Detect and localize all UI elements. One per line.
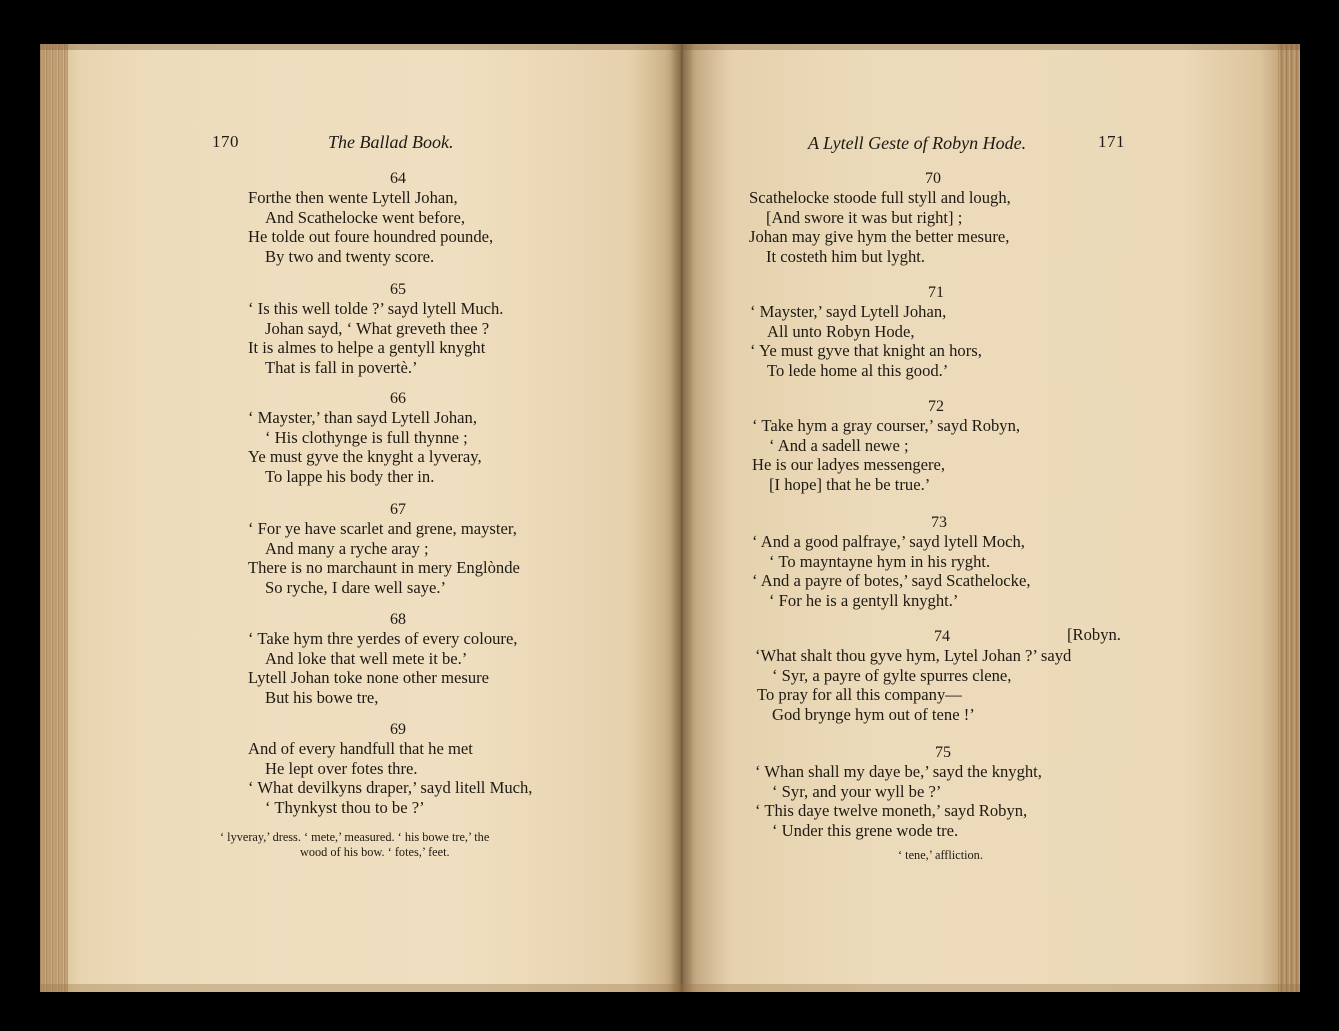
stanza-number: 71: [928, 284, 944, 301]
verse-line: ‘ Is this well tolde ?’ sayd lytell Much.: [248, 299, 504, 318]
verse-line: ‘ Take hym a gray courser,’ sayd Robyn,: [752, 416, 1021, 435]
verse-line: ‘ Under this grene wode tre.: [772, 820, 959, 840]
verse-line: ‘ And a payre of botes,’ sayd Scathelocke,: [752, 571, 1031, 591]
verse-line: And loke that well mete it be.’: [265, 648, 468, 668]
bottom-edge-right: [680, 984, 1300, 992]
verse-line: It is almes to helpe a gentyll knyght: [248, 338, 486, 358]
stanza-64: [248, 170, 548, 266]
stanza-73: [752, 514, 1122, 610]
verse-line: ‘ What devilkyns draper,’ sayd litell Much,: [248, 778, 533, 798]
footnote-line: ‘ lyveray,’ dress. ‘ mete,’ measured. ‘ his bowe tre,’ the: [220, 830, 490, 844]
verse-line: And many a ryche aray ;: [265, 538, 429, 558]
verse-line: ‘What shalt thou gyve hym, Lytel Johan ?’ sayd: [755, 646, 1072, 665]
stanza-number: 75: [935, 744, 951, 761]
verse-line: To pray for all this company—: [757, 685, 962, 705]
verse-line: It costeth him but lyght.: [766, 246, 926, 266]
verse-line: He lept over fotes thre.: [265, 758, 418, 778]
top-edge: [40, 44, 1300, 50]
footnote-line: wood of his bow. ‘ fotes,’ feet.: [300, 845, 450, 859]
verse-line: To lede home al this good.’: [767, 360, 949, 380]
verse-line: ‘ Ye must gyve that knight an hors,: [750, 341, 982, 361]
verse-line: ‘ And a sadell newe ;: [769, 435, 909, 455]
open-book: [40, 44, 1300, 992]
stanza-number: 68: [390, 611, 406, 628]
verse-line: So ryche, I dare well saye.’: [265, 577, 447, 597]
verse-line: [And swore it was but right] ;: [766, 207, 963, 227]
right-footnote: ‘ tene,’ affliction.: [898, 848, 983, 862]
stanza-number: 66: [390, 390, 406, 407]
stanza-68: [248, 611, 548, 707]
verse-line: ‘ This daye twelve moneth,’ sayd Robyn,: [755, 801, 1028, 821]
left-footnote: [220, 830, 489, 860]
verse-line: And of every handfull that he met: [248, 739, 473, 758]
stanza-number: 67: [390, 501, 406, 518]
stanza-66: [248, 390, 548, 486]
stanza-65: [248, 281, 548, 377]
right-page-number: 171: [1098, 132, 1125, 151]
verse-line: ‘ Mayster,’ sayd Lytell Johan,: [750, 302, 947, 321]
stanza-number: 70: [925, 170, 941, 187]
stanza-70: [749, 170, 1119, 266]
stanza-71: [750, 284, 1120, 380]
bottom-edge-left: [40, 984, 680, 992]
verse-line: Forthe then wente Lytell Johan,: [248, 188, 458, 207]
verse-line: Scathelocke stoode full styll and lough,: [749, 188, 1011, 207]
left-running-head: The Ballad Book.: [328, 132, 454, 152]
stanza-72: [752, 398, 1122, 494]
verse-line: Ye must gyve the knyght a lyveray,: [248, 447, 482, 467]
verse-line: But his bowe tre,: [265, 687, 379, 707]
stanza-number: 74: [934, 628, 950, 645]
verse-line: ‘ Take hym thre yerdes of every coloure,: [248, 629, 518, 648]
verse-line: All unto Robyn Hode,: [767, 321, 915, 341]
verse-line: God brynge hym out of tene !’: [772, 704, 975, 724]
verse-line: ‘ Whan shall my daye be,’ sayd the knyght,: [755, 762, 1042, 781]
verse-line: There is no marchaunt in mery Englònde: [248, 558, 520, 578]
verse-line: ‘ Syr, and your wyll be ?’: [772, 781, 942, 801]
turnover-bracket: [Robyn.: [1067, 625, 1121, 644]
verse-line: ‘ For he is a gentyll knyght.’: [769, 590, 959, 610]
stanza-75: [755, 744, 1135, 840]
left-page-edge: [40, 44, 68, 992]
verse-line: ‘ For ye have scarlet and grene, mayster,: [248, 519, 517, 538]
verse-line: And Scathelocke went before,: [265, 207, 465, 227]
stanza-69: [248, 721, 548, 817]
book-gutter: [670, 44, 694, 992]
verse-line: ‘ To mayntayne hym in his ryght.: [769, 551, 991, 571]
stanza-number: 69: [390, 721, 406, 738]
left-page-number: 170: [212, 132, 239, 151]
stanza-number: 72: [928, 398, 944, 415]
verse-line: ‘ And a good palfraye,’ sayd lytell Moch,: [752, 532, 1025, 551]
stanza-number: 65: [390, 281, 406, 298]
verse-line: ‘ His clothynge is full thynne ;: [265, 427, 468, 447]
stanza-67: [248, 501, 548, 597]
verse-line: That is fall in povertè.’: [265, 357, 418, 377]
verse-line: By two and twenty score.: [265, 246, 435, 266]
verse-line: Johan sayd, ‘ What greveth thee ?: [265, 318, 490, 338]
verse-line: [I hope] that he be true.’: [769, 474, 931, 494]
verse-line: ‘ Mayster,’ than sayd Lytell Johan,: [248, 408, 477, 427]
verse-line: Johan may give hym the better mesure,: [749, 227, 1010, 247]
stanza-number-row: [755, 625, 1324, 646]
stanza-number: 73: [931, 514, 947, 531]
verse-line: He is our ladyes messengere,: [752, 455, 946, 475]
stanza-number: 64: [390, 170, 406, 187]
verse-line: To lappe his body ther in.: [265, 466, 435, 486]
verse-line: He tolde out foure houndred pounde,: [248, 227, 494, 247]
verse-line: ‘ Thynkyst thou to be ?’: [265, 797, 425, 817]
verse-line: Lytell Johan toke none other mesure: [248, 668, 490, 688]
stanza-74: [755, 625, 1145, 724]
verse-line: ‘ Syr, a payre of gylte spurres clene,: [772, 665, 1012, 685]
right-running-head: A Lytell Geste of Robyn Hode.: [808, 133, 1027, 153]
